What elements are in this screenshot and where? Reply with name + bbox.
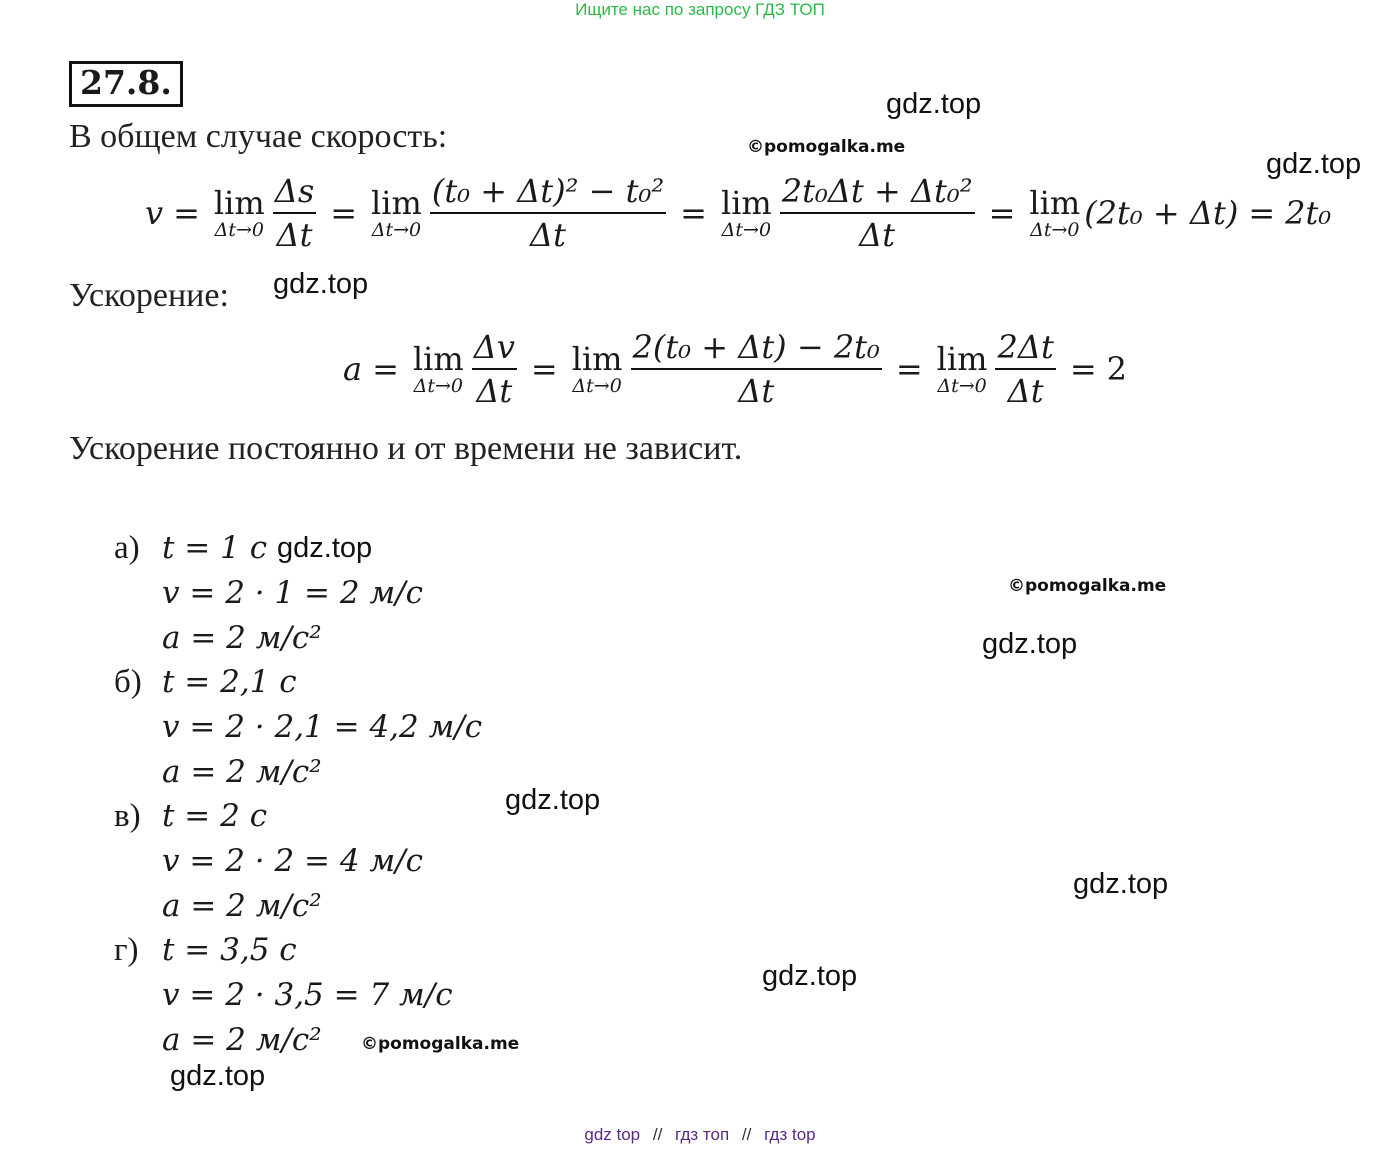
- watermark-pomogalka: ©pomogalka.me: [361, 1034, 520, 1054]
- watermark-gdz: gdz.top: [505, 784, 601, 816]
- watermark-gdz: gdz.top: [762, 960, 858, 992]
- fraction-denominator: Δt: [430, 212, 666, 254]
- footer-link[interactable]: гдз top: [764, 1125, 816, 1144]
- fraction-denominator: Δt: [472, 368, 517, 410]
- equals-sign: =: [173, 194, 200, 232]
- case-label: г): [114, 932, 139, 968]
- fraction: [631, 328, 882, 410]
- case-time: t = 1 с: [162, 530, 268, 566]
- accel-symbol: a: [343, 350, 363, 388]
- fraction-numerator: 2(t₀ + Δt) − 2t₀: [632, 328, 880, 366]
- fraction-numerator: 2t₀Δt + Δt₀²: [781, 172, 973, 210]
- fraction-numerator: Δv: [473, 328, 515, 366]
- watermark-gdz: gdz.top: [1073, 868, 1169, 900]
- fraction-numerator: (t₀ + Δt)² − t₀²: [431, 172, 665, 210]
- case-time: t = 3,5 с: [162, 932, 297, 968]
- equals-sign: =: [372, 350, 399, 388]
- equals-sign: =: [330, 194, 358, 232]
- problem-number: 27.8.: [69, 61, 183, 107]
- footer-separator: //: [741, 1125, 752, 1144]
- footer-links: [0, 1125, 1400, 1145]
- limit-operator: [936, 339, 988, 397]
- fraction-numerator: 2Δt: [997, 328, 1054, 366]
- fraction: [273, 172, 317, 254]
- fraction-denominator: Δt: [780, 212, 975, 254]
- limit-word: lim: [412, 339, 464, 378]
- limit-word: lim: [571, 339, 623, 378]
- watermark-gdz: gdz.top: [982, 628, 1078, 660]
- limit-subscript: Δt→0: [572, 374, 622, 397]
- fraction: [780, 172, 975, 254]
- fraction-denominator: Δt: [995, 368, 1055, 410]
- case-velocity: v = 2 · 2,1 = 4,2 м/с: [162, 709, 483, 745]
- limit-subscript: Δt→0: [214, 218, 264, 241]
- limit-subscript: Δt→0: [937, 374, 987, 397]
- velocity-symbol: v: [145, 194, 164, 232]
- watermark-pomogalka: ©pomogalka.me: [1008, 576, 1167, 596]
- limit-operator: [213, 183, 265, 241]
- footer-link[interactable]: gdz top: [584, 1125, 641, 1144]
- velocity-result: 2t₀: [1285, 194, 1332, 232]
- limit-word: lim: [936, 339, 988, 378]
- top-banner: Ищите нас по запросу ГДЗ ТОП: [575, 0, 825, 19]
- accel-result: 2: [1106, 350, 1127, 388]
- fraction: [995, 328, 1055, 410]
- accel-label: Ускорение:: [69, 277, 229, 314]
- case-velocity: v = 2 · 2 = 4 м/с: [162, 843, 423, 879]
- watermark-gdz: gdz.top: [886, 88, 982, 120]
- limit-word: lim: [1029, 183, 1081, 222]
- limit-word: lim: [720, 183, 772, 222]
- equals-sign: =: [895, 350, 923, 388]
- watermark-gdz: gdz.top: [273, 268, 369, 300]
- limit-operator: [412, 339, 464, 397]
- equals-sign: =: [988, 194, 1016, 232]
- limit-operator: [371, 183, 422, 241]
- limit-subscript: Δt→0: [371, 218, 422, 241]
- fraction: [472, 328, 517, 410]
- conclusion-text: Ускорение постоянно и от времени не зависит.: [69, 430, 743, 467]
- limit-word: lim: [213, 183, 265, 222]
- fraction-denominator: Δt: [631, 368, 882, 410]
- footer-link[interactable]: гдз топ: [675, 1125, 730, 1144]
- fraction: [430, 172, 666, 254]
- watermark-gdz: gdz.top: [277, 532, 373, 564]
- fraction-denominator: Δt: [273, 212, 317, 254]
- case-label: б): [114, 664, 142, 700]
- case-acceleration: a = 2 м/с²: [162, 754, 322, 790]
- limit-operator: [571, 339, 623, 397]
- case-label: в): [114, 798, 141, 834]
- limit-operator: [1029, 183, 1081, 241]
- case-velocity: v = 2 · 3,5 = 7 м/с: [162, 977, 453, 1013]
- accel-formula: [343, 328, 1127, 410]
- equals-sign: =: [680, 194, 707, 232]
- limit-subscript: Δt→0: [721, 218, 772, 241]
- case-acceleration: a = 2 м/с²: [162, 888, 322, 924]
- limit-subscript: Δt→0: [1030, 218, 1080, 241]
- equals-sign: =: [1248, 194, 1276, 232]
- footer-separator: //: [652, 1125, 663, 1144]
- fraction-numerator: Δs: [274, 172, 315, 210]
- watermark-gdz: gdz.top: [170, 1060, 266, 1092]
- velocity-formula: [145, 172, 1331, 254]
- case-time: t = 2,1 с: [162, 664, 297, 700]
- equals-sign: =: [530, 350, 558, 388]
- watermark-pomogalka: ©pomogalka.me: [747, 137, 906, 157]
- case-label: а): [114, 530, 140, 566]
- limit-word: lim: [371, 183, 422, 222]
- case-velocity: v = 2 · 1 = 2 м/с: [162, 575, 423, 611]
- watermark-gdz: gdz.top: [1266, 148, 1362, 180]
- limit-subscript: Δt→0: [413, 374, 463, 397]
- equals-sign: =: [1069, 350, 1097, 388]
- limit-operator: [720, 183, 772, 241]
- intro-text: В общем случае скорость:: [69, 118, 448, 155]
- limit-expression: (2t₀ + Δt): [1084, 194, 1239, 232]
- case-time: t = 2 с: [162, 798, 268, 834]
- case-acceleration: a = 2 м/с²: [162, 620, 322, 656]
- case-acceleration: a = 2 м/с²: [162, 1022, 322, 1058]
